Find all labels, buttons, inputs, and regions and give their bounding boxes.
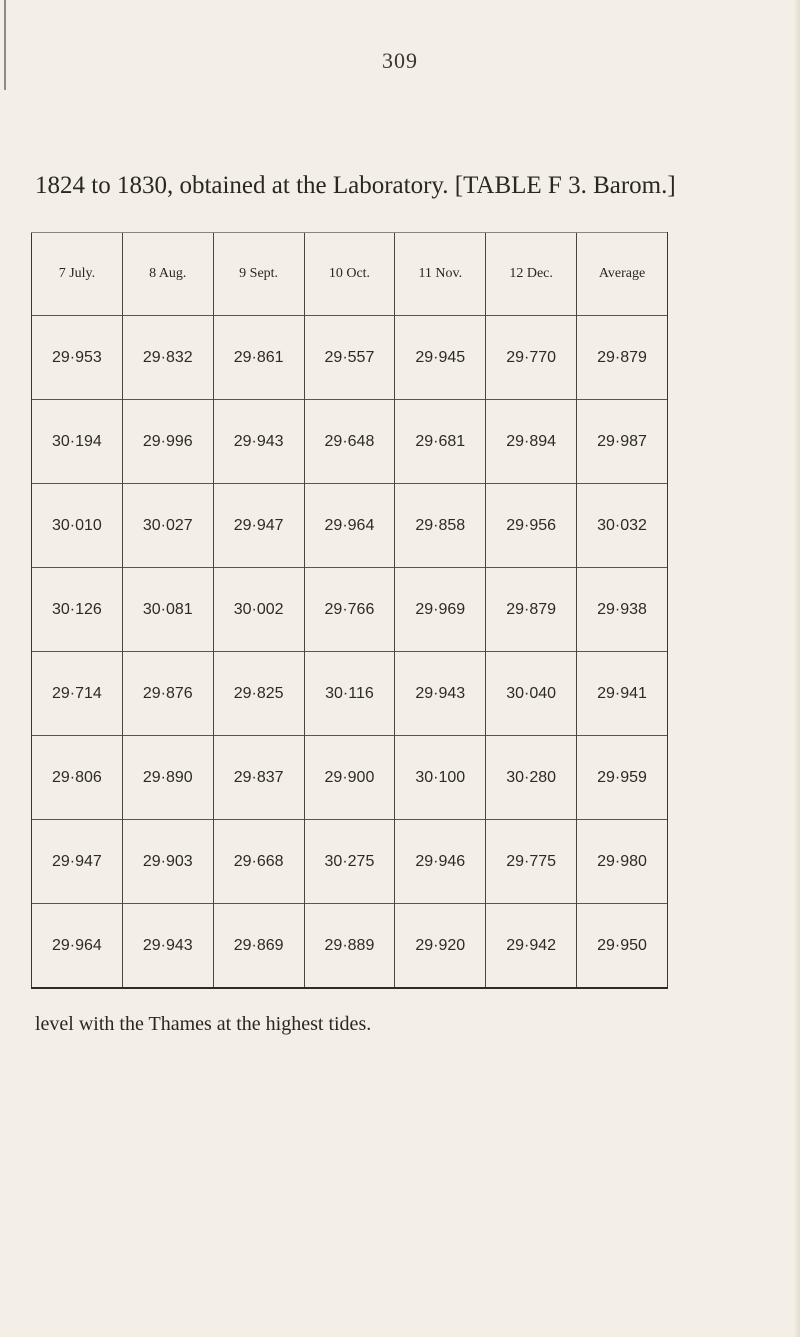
table-cell: 30·126: [32, 568, 123, 652]
table-cell: 29·942: [486, 904, 577, 989]
footer-text: level with the Thames at the highest tides.: [35, 1013, 372, 1035]
table-cell: 29·832: [122, 316, 213, 400]
table-cell: 29·964: [304, 484, 395, 568]
table-row: [32, 316, 668, 400]
table-cell: 29·953: [32, 316, 123, 400]
table-cell: 29·894: [486, 400, 577, 484]
column-header-nov: 11 Nov.: [395, 233, 486, 316]
table-cell: 30·002: [213, 568, 304, 652]
table-cell: 29·861: [213, 316, 304, 400]
table-row: [32, 568, 668, 652]
table-cell: 30·040: [486, 652, 577, 736]
table-cell: 29·869: [213, 904, 304, 989]
table-cell: 29·890: [122, 736, 213, 820]
table-cell: 29·947: [32, 820, 123, 904]
table-cell: 29·876: [122, 652, 213, 736]
table-cell: 29·943: [213, 400, 304, 484]
table-cell: 29·980: [577, 820, 668, 904]
table-cell: 29·879: [577, 316, 668, 400]
table-cell: 29·945: [395, 316, 486, 400]
table-cell: 29·969: [395, 568, 486, 652]
table-cell: 29·668: [213, 820, 304, 904]
table-cell: 30·116: [304, 652, 395, 736]
table-cell: 29·648: [304, 400, 395, 484]
table-cell: 29·825: [213, 652, 304, 736]
table-row: [32, 904, 668, 989]
table-cell: 29·766: [304, 568, 395, 652]
table-cell: 29·879: [486, 568, 577, 652]
table-cell: 30·280: [486, 736, 577, 820]
table-cell: 30·032: [577, 484, 668, 568]
table-row: [32, 736, 668, 820]
table-cell: 29·889: [304, 904, 395, 989]
table-cell: 29·681: [395, 400, 486, 484]
column-header-sept: 9 Sept.: [213, 233, 304, 316]
table-cell: 29·920: [395, 904, 486, 989]
table-cell: 29·775: [486, 820, 577, 904]
table-cell: 29·943: [122, 904, 213, 989]
table-cell: 29·946: [395, 820, 486, 904]
table-cell: 29·941: [577, 652, 668, 736]
table-cell: 29·996: [122, 400, 213, 484]
column-header-dec: 12 Dec.: [486, 233, 577, 316]
table-cell: 29·903: [122, 820, 213, 904]
table-cell: 29·956: [486, 484, 577, 568]
table-cell: 29·714: [32, 652, 123, 736]
table-heading: 1824 to 1830, obtained at the Laboratory. [TABLE F 3. Barom.]: [35, 172, 676, 199]
table-row: [32, 820, 668, 904]
table-row: [32, 652, 668, 736]
table-cell: 29·943: [395, 652, 486, 736]
table-header-row: [32, 233, 668, 316]
table-cell: 30·275: [304, 820, 395, 904]
column-header-july: 7 July.: [32, 233, 123, 316]
table-cell: 30·100: [395, 736, 486, 820]
page-margin-line: [4, 0, 6, 90]
table-cell: 29·950: [577, 904, 668, 989]
table-cell: 29·959: [577, 736, 668, 820]
table-cell: 29·964: [32, 904, 123, 989]
barometer-table: [31, 232, 668, 989]
column-header-aug: 8 Aug.: [122, 233, 213, 316]
table-cell: 29·770: [486, 316, 577, 400]
table-cell: 29·900: [304, 736, 395, 820]
table-cell: 29·947: [213, 484, 304, 568]
table-row: [32, 400, 668, 484]
table-cell: 29·987: [577, 400, 668, 484]
table-cell: 29·557: [304, 316, 395, 400]
table-cell: 29·858: [395, 484, 486, 568]
page-number: 309: [382, 48, 418, 73]
table-cell: 30·081: [122, 568, 213, 652]
table-cell: 30·027: [122, 484, 213, 568]
table-cell: 30·194: [32, 400, 123, 484]
table-row: [32, 484, 668, 568]
table-cell: 29·837: [213, 736, 304, 820]
table-cell: 29·938: [577, 568, 668, 652]
column-header-oct: 10 Oct.: [304, 233, 395, 316]
page-edge: [794, 0, 800, 1337]
table-cell: 30·010: [32, 484, 123, 568]
table-cell: 29·806: [32, 736, 123, 820]
column-header-average: Average: [577, 233, 668, 316]
